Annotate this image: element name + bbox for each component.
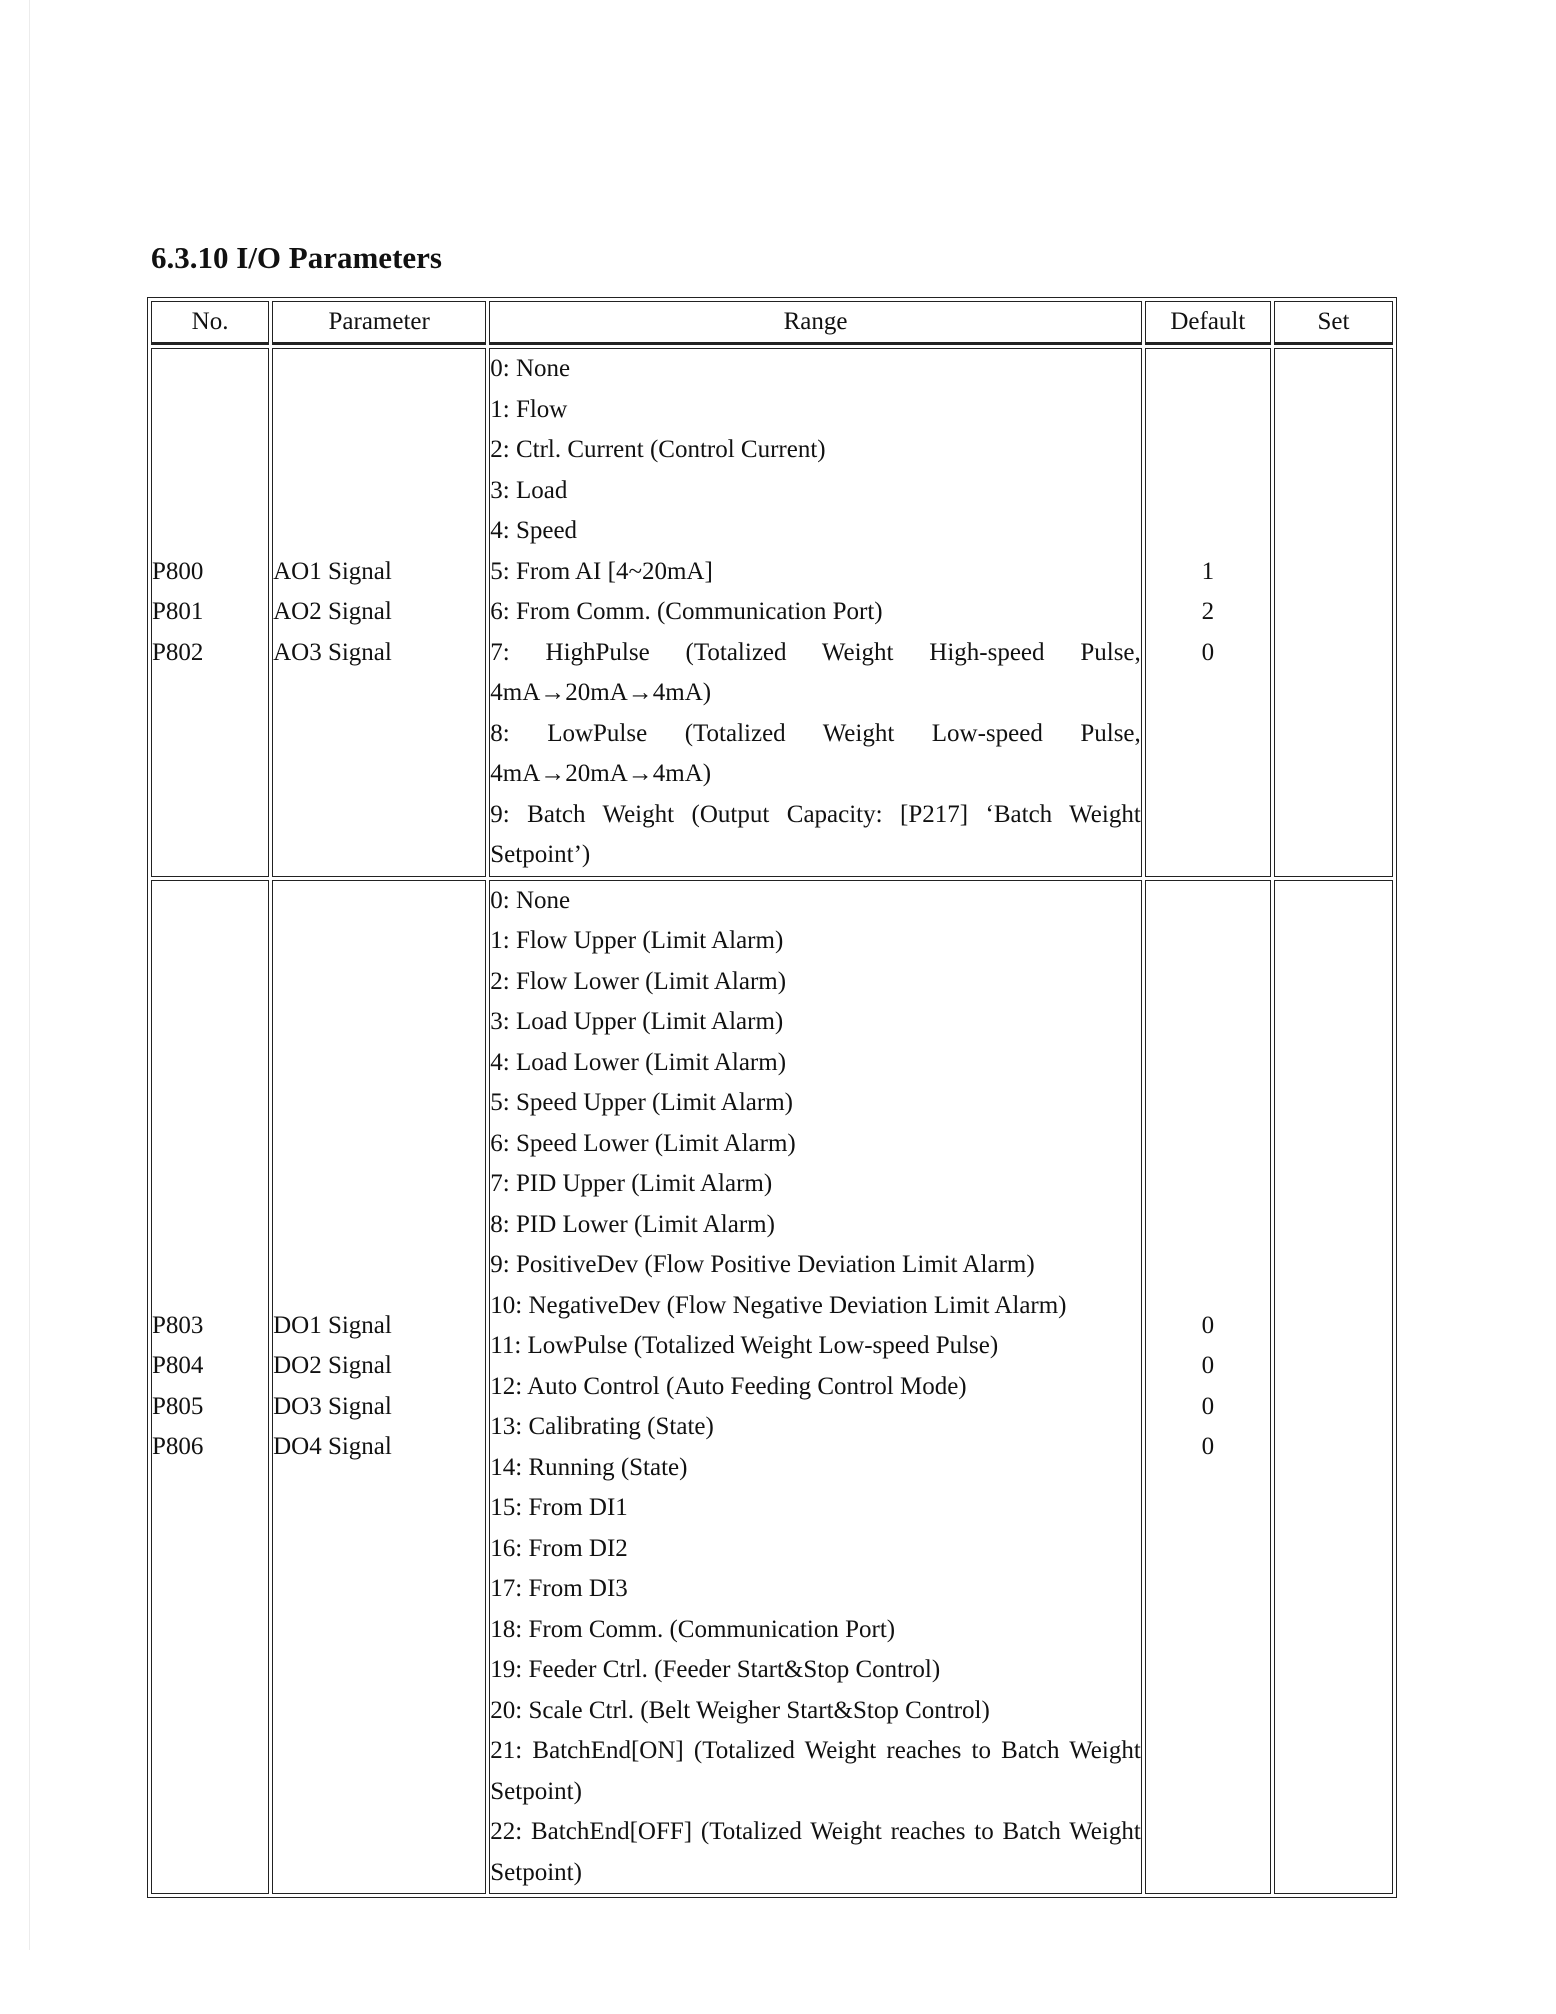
range-option: 2: Flow Lower (Limit Alarm): [490, 967, 787, 995]
ao-parameters-cell: [272, 348, 486, 877]
range-option: 8: LowPulse (Totalized Weight Low-speed Pulse, 4mA→20mA→4mA): [490, 719, 1141, 787]
do-defaults-cell: [1145, 880, 1271, 1895]
range-option: 13: Calibrating (State): [490, 1413, 714, 1440]
parameter-name: DO1 Signal: [273, 1311, 392, 1339]
parameter-number: P800: [152, 557, 204, 585]
range-option: 2: Ctrl. Current (Control Current): [490, 436, 826, 463]
range-option: 16: From DI2: [490, 1534, 628, 1562]
range-option: 6: From Comm. (Communication Port): [490, 598, 883, 625]
header-parameter: Parameter: [272, 301, 486, 345]
do-range-cell: [489, 880, 1142, 1895]
range-option: 10: NegativeDev (Flow Negative Deviation Limit Alarm): [490, 1291, 1067, 1319]
range-option: 20: Scale Ctrl. (Belt Weigher Start&Stop Control): [490, 1696, 990, 1724]
parameter-number: P806: [152, 1433, 204, 1461]
range-option: 7: PID Upper (Limit Alarm): [490, 1170, 773, 1197]
default-value: 0: [1201, 638, 1215, 666]
range-option: 8: PID Lower (Limit Alarm): [490, 1210, 775, 1238]
range-option: 11: LowPulse (Totalized Weight Low-speed Pulse): [490, 1332, 999, 1359]
range-option: 15: From DI1: [490, 1494, 628, 1521]
default-value: 0: [1201, 1433, 1215, 1461]
range-option: 0: None: [490, 886, 571, 914]
section-title: 6.3.10 I/O Parameters: [151, 240, 442, 275]
io-parameters-table: [147, 297, 1397, 1898]
page-edge: [29, 0, 30, 1950]
parameter-name: AO1 Signal: [273, 557, 392, 585]
range-option: 19: Feeder Ctrl. (Feeder Start&Stop Control): [490, 1656, 941, 1683]
do-parameters-cell: [272, 880, 486, 1895]
range-option: 5: Speed Upper (Limit Alarm): [490, 1089, 793, 1116]
parameter-name: DO3 Signal: [273, 1392, 392, 1420]
range-option: 3: Load: [490, 476, 568, 504]
ao-range-cell: [489, 348, 1142, 877]
range-option: 6: Speed Lower (Limit Alarm): [490, 1129, 796, 1157]
ao-defaults-cell: [1145, 348, 1271, 877]
range-option: 4: Load Lower (Limit Alarm): [490, 1048, 787, 1076]
parameter-number: P801: [152, 598, 204, 625]
ao-numbers-cell: [151, 348, 269, 877]
default-value: 1: [1201, 557, 1215, 585]
default-value: 0: [1201, 1352, 1215, 1380]
range-option: 17: From DI3: [490, 1575, 628, 1602]
range-option: 21: BatchEnd[ON] (Totalized Weight reaches to Batch Weight Setpoint): [490, 1737, 1141, 1805]
range-option: 5: From AI [4~20mA]: [490, 557, 713, 585]
range-option: 14: Running (State): [490, 1453, 688, 1481]
default-value: 2: [1201, 598, 1215, 625]
range-option: 9: PositiveDev (Flow Positive Deviation Limit Alarm): [490, 1251, 1035, 1278]
range-option: 4: Speed: [490, 517, 578, 544]
do-set-cell: [1274, 880, 1393, 1895]
parameter-name: AO2 Signal: [273, 598, 392, 625]
header-range: Range: [489, 301, 1142, 345]
range-option: 9: Batch Weight (Output Capacity: [P217] ‘Batch Weight Setpoint’): [490, 800, 1141, 868]
parameter-number: P804: [152, 1352, 204, 1380]
do-numbers-cell: [151, 880, 269, 1895]
parameter-name: DO2 Signal: [273, 1352, 392, 1380]
range-option: 7: HighPulse (Totalized Weight High-speed Pulse, 4mA→20mA→4mA): [490, 638, 1141, 706]
table-header-row: [151, 301, 1393, 345]
range-option: 1: Flow Upper (Limit Alarm): [490, 927, 784, 954]
range-option: 1: Flow: [490, 395, 568, 423]
header-default: Default: [1145, 301, 1271, 345]
range-option: 0: None: [490, 355, 571, 382]
parameter-number: P805: [152, 1392, 204, 1420]
header-no: No.: [151, 301, 269, 345]
parameter-number: P803: [152, 1311, 204, 1339]
table-row-do-signals: [151, 880, 1393, 1895]
range-option: 18: From Comm. (Communication Port): [490, 1615, 896, 1643]
parameter-number: P802: [152, 638, 204, 666]
parameter-name: AO3 Signal: [273, 638, 392, 666]
range-option: 12: Auto Control (Auto Feeding Control Mode): [490, 1372, 967, 1400]
range-option: 22: BatchEnd[OFF] (Totalized Weight reaches to Batch Weight Setpoint): [490, 1818, 1141, 1886]
parameter-name: DO4 Signal: [273, 1433, 392, 1461]
default-value: 0: [1201, 1392, 1215, 1420]
table-row-ao-signals: [151, 348, 1393, 877]
range-option: 3: Load Upper (Limit Alarm): [490, 1008, 784, 1035]
header-set: Set: [1274, 301, 1393, 345]
ao-set-cell: [1274, 348, 1393, 877]
default-value: 0: [1201, 1311, 1215, 1339]
